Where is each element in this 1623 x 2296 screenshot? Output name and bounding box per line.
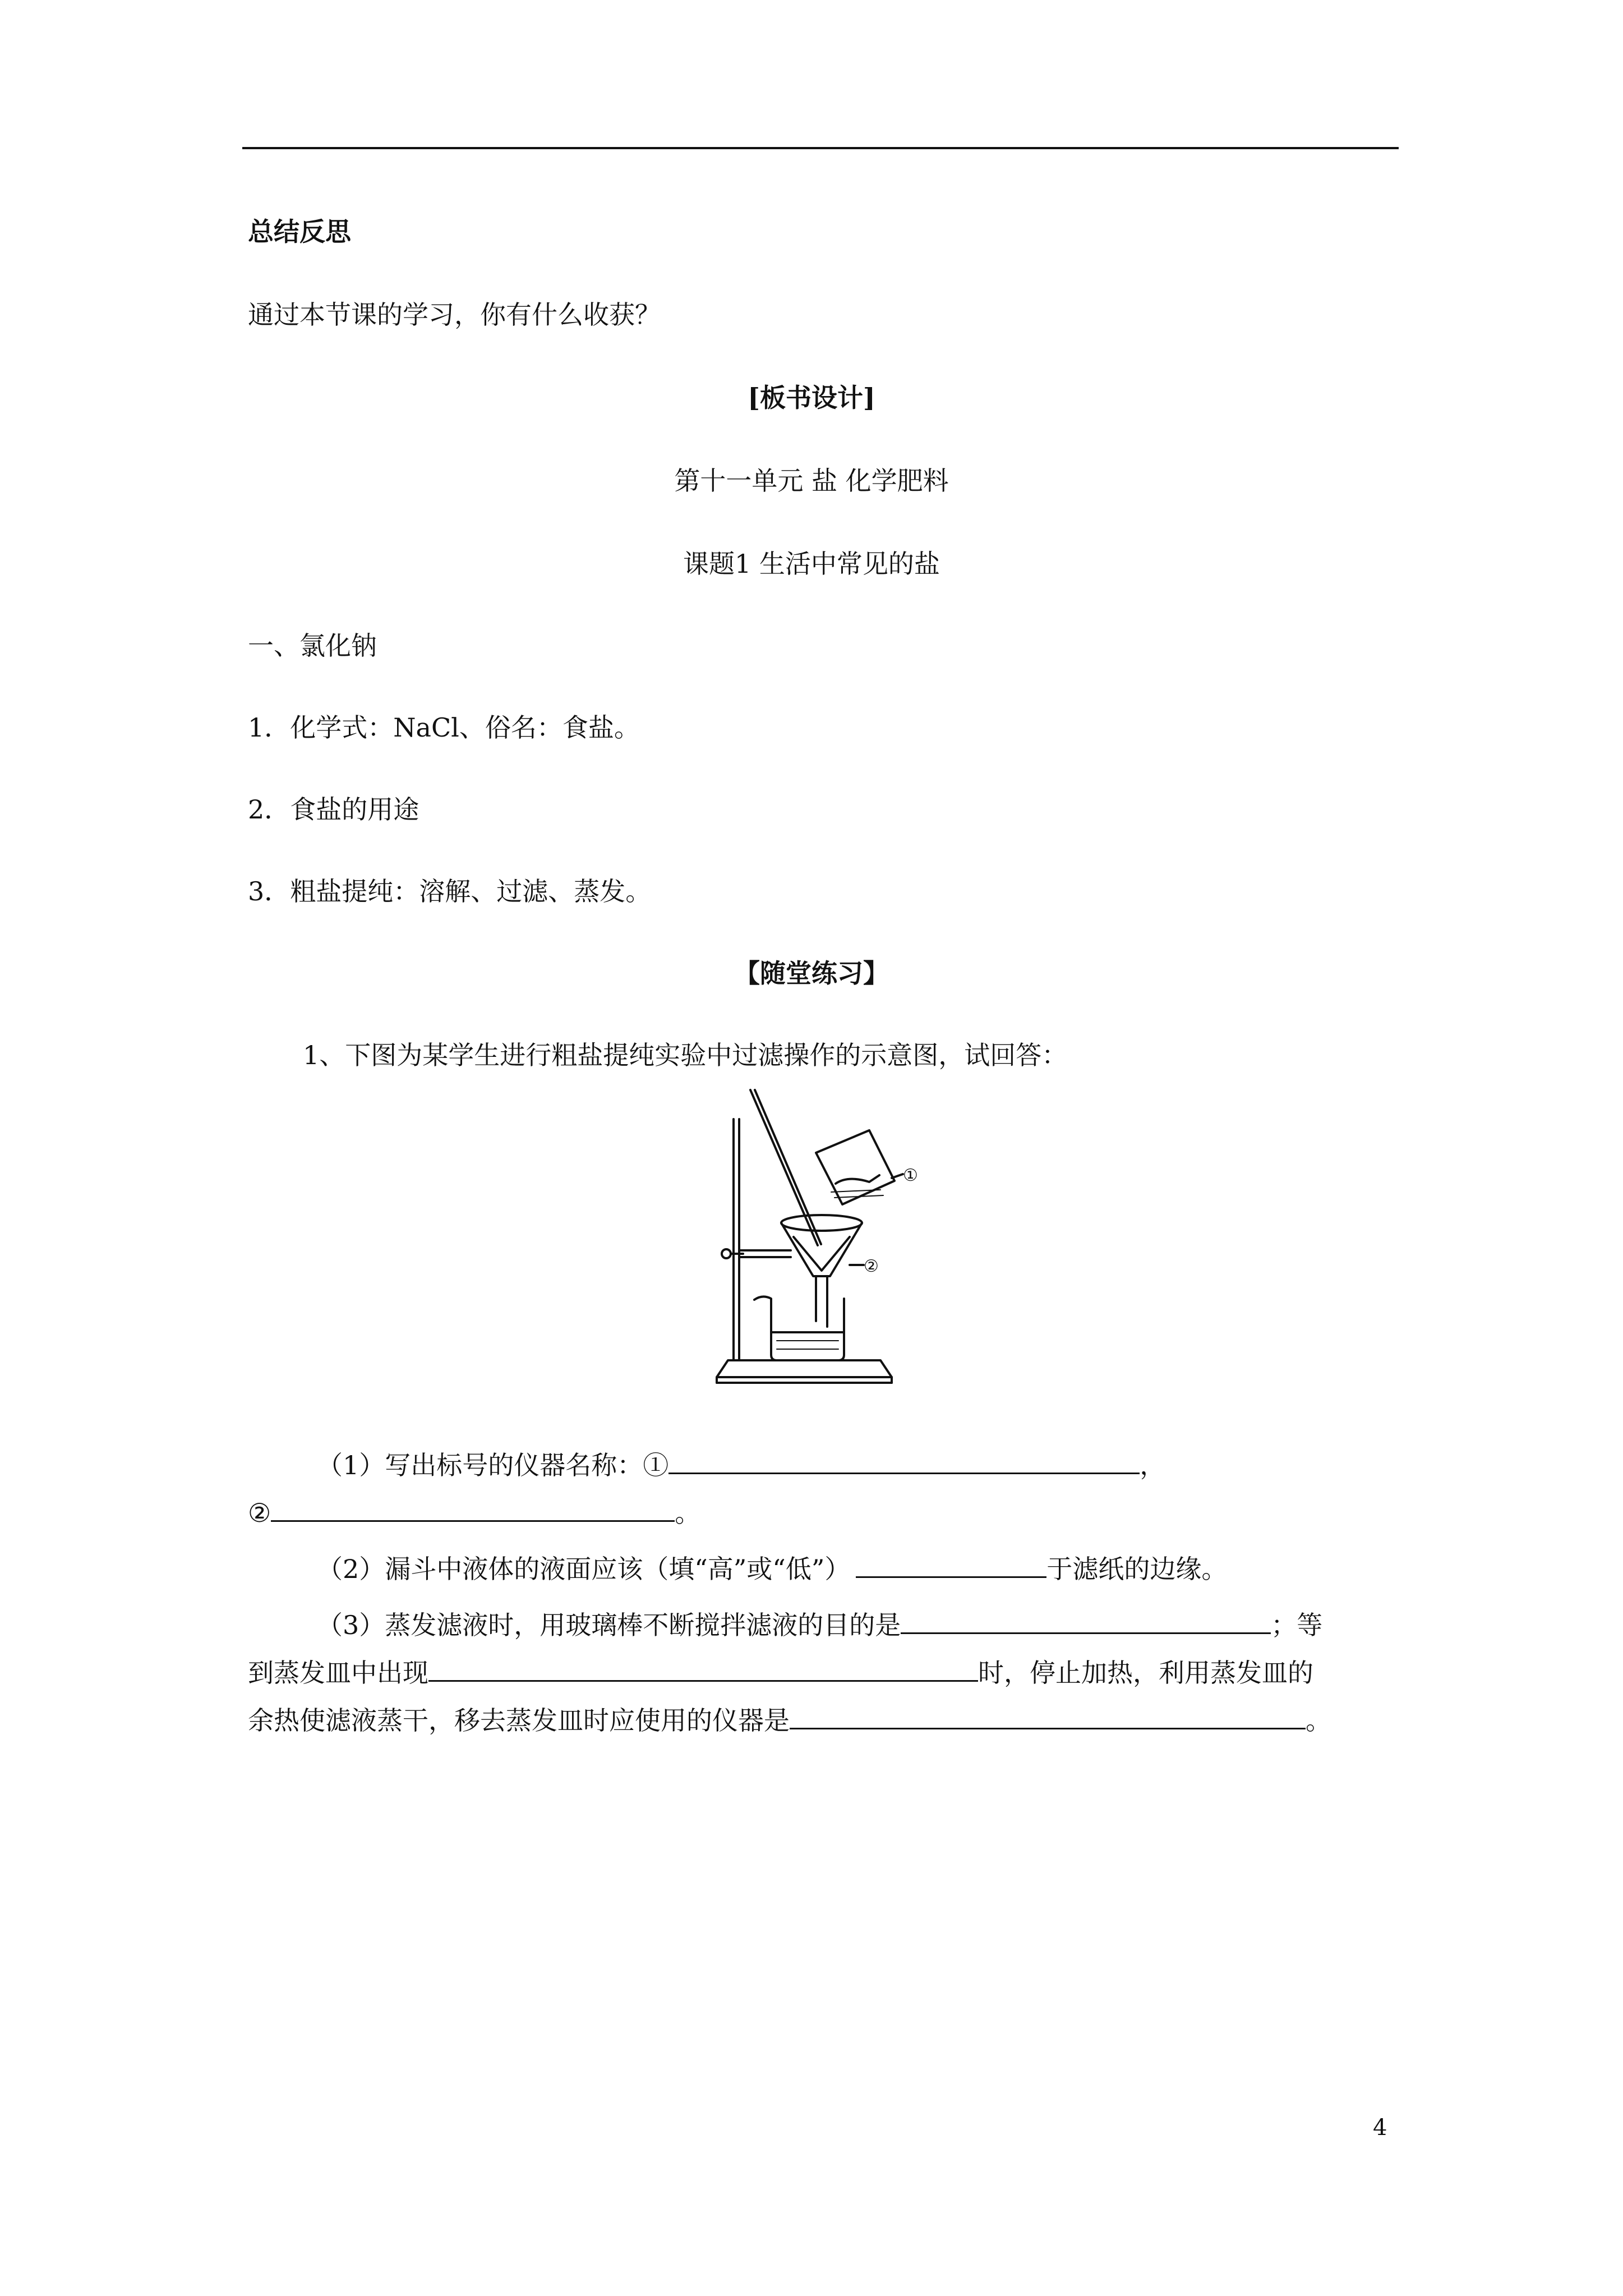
subquestion-2-suffix: 于滤纸的边缘。 [1046, 1554, 1228, 1584]
beaker [754, 1296, 844, 1360]
question-1-stem: 1、下图为某学生进行粗盐提纯实验中过滤操作的示意图，试回答： [303, 1040, 1068, 1070]
answer-blank-liquid-level[interactable] [856, 1554, 1046, 1578]
answer-blank-instrument-to-remove[interactable] [790, 1705, 1306, 1729]
header-rule [242, 147, 1399, 149]
summary-heading: 总结反思 [248, 217, 351, 247]
subquestion-1-line-1 [317, 1450, 1165, 1478]
board-heading: [板书设计] [748, 383, 875, 413]
filtration-apparatus-figure [701, 1085, 925, 1388]
pouring-beaker [816, 1130, 895, 1204]
subquestion-3-line2-prefix: 到蒸发皿中出现 [248, 1658, 428, 1688]
subquestion-3-line3-prefix: 余热使滤液蒸干，移去蒸发皿时应使用的仪器是 [248, 1705, 790, 1736]
subquestion-3-line1-prefix: （3）蒸发滤液时，用玻璃棒不断搅拌滤液的目的是 [317, 1610, 901, 1640]
subquestion-1-line2-prefix: ② [248, 1498, 271, 1528]
section-heading: 一、氯化钠 [248, 631, 377, 661]
board-item-1: 1．化学式：NaCl、俗名：食盐。 [248, 712, 640, 743]
subquestion-3-line-3 [248, 1705, 1331, 1736]
figure-label-2: ② [864, 1257, 879, 1276]
answer-blank-instrument-1[interactable] [668, 1450, 1140, 1474]
summary-question: 通过本节课的学习，你有什么收获？ [248, 300, 661, 330]
lesson-title: 课题1 生活中常见的盐 [683, 549, 940, 579]
answer-blank-stirring-purpose[interactable] [901, 1610, 1271, 1634]
page-number: 4 [1373, 2115, 1387, 2141]
board-item-3: 3．粗盐提纯：溶解、过滤、蒸发。 [248, 876, 652, 907]
subquestion-1-end: 。 [675, 1498, 701, 1528]
subquestion-1-prefix: （1）写出标号的仪器名称：① [317, 1450, 669, 1480]
subquestion-1-separator: ， [1140, 1450, 1166, 1480]
subquestion-3-line2-suffix: 时，停止加热，利用蒸发皿的 [978, 1658, 1313, 1688]
subquestion-3-line3-suffix: 。 [1306, 1705, 1331, 1736]
figure-label-1: ① [903, 1166, 918, 1185]
board-item-2: 2．食盐的用途 [248, 794, 419, 825]
subquestion-2 [317, 1554, 1227, 1582]
subquestion-3-line-2 [248, 1658, 1313, 1686]
glass-rod [750, 1090, 818, 1245]
funnel-rim [781, 1215, 862, 1231]
answer-blank-stop-heating[interactable] [428, 1658, 978, 1682]
subquestion-3-line-1 [317, 1610, 1322, 1638]
practice-heading: 【随堂练习】 [734, 958, 889, 988]
answer-blank-instrument-2[interactable] [271, 1498, 675, 1522]
subquestion-2-prefix: （2）漏斗中液体的液面应该（填“高”或“低”） [317, 1554, 851, 1584]
unit-title: 第十一单元 盐 化学肥料 [674, 466, 949, 496]
stand-base [717, 1360, 892, 1377]
subquestion-3-line1-suffix: ；等 [1271, 1610, 1323, 1640]
subquestion-1-line-2 [248, 1498, 700, 1526]
